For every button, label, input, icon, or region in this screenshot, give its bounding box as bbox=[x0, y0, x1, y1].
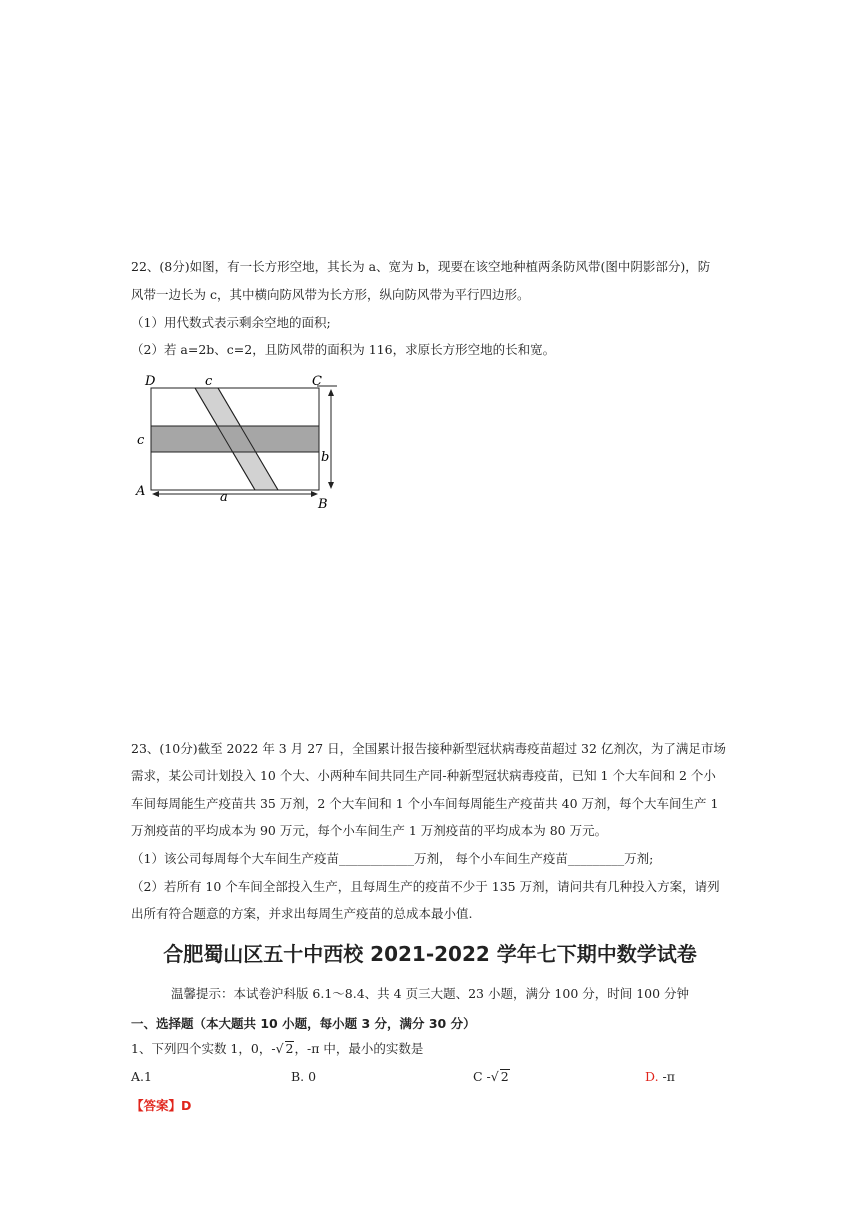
option-b: B. 0 bbox=[291, 1069, 317, 1084]
q1-text bbox=[131, 1041, 423, 1056]
q23-line-1: 23、(10分)截至 2022 年 3 月 27 日，全国累计报告接种新型冠状病毒疫苗超过 32 亿剂次，为了满足市场 bbox=[131, 741, 726, 756]
label-c-corner: C bbox=[312, 374, 322, 389]
option-c-radicand: 2 bbox=[500, 1069, 509, 1084]
option-a: A.1 bbox=[131, 1069, 152, 1084]
label-b-corner: B bbox=[318, 497, 328, 512]
sqrt-symbol: √ bbox=[490, 1069, 499, 1084]
option-d bbox=[645, 1069, 675, 1084]
option-d-value: -π bbox=[662, 1069, 675, 1084]
q22-line-1: 22、(8分)如图，有一长方形空地，其长为 a、宽为 b，现要在该空地种植两条防风带(图中阴影部分)，防 bbox=[131, 259, 711, 274]
label-a-corner: A bbox=[136, 484, 146, 499]
horizontal-band bbox=[151, 426, 319, 452]
q23-part-2b: 出所有符合题意的方案，并求出每周生产疫苗的总成本最小值. bbox=[131, 906, 473, 921]
q1-text-a: 1、下列四个实数 1，0，- bbox=[131, 1041, 276, 1056]
exam-title: 合肥蜀山区五十中西校 2021-2022 学年七下期中数学试卷 bbox=[163, 942, 697, 966]
label-d: D bbox=[145, 374, 156, 389]
answer-label: 【答案】D bbox=[131, 1098, 192, 1113]
option-c bbox=[473, 1069, 510, 1084]
label-a: a bbox=[220, 490, 228, 505]
q1-sqrt-radicand: 2 bbox=[285, 1041, 294, 1056]
label-b: b bbox=[321, 450, 330, 465]
q22-line-2: 风带一边长为 c，其中横向防风带为长方形，纵向防风带为平行四边形。 bbox=[131, 287, 530, 302]
q23-part-2a: （2）若所有 10 个车间全部投入生产，且每周生产的疫苗不少于 135 万剂，请问共有几种投入方案，请列 bbox=[131, 879, 720, 894]
option-c-prefix: C - bbox=[473, 1069, 491, 1084]
q22-part-1: （1）用代数式表示剩余空地的面积; bbox=[131, 315, 331, 330]
q22-part-2: （2）若 a=2b、c=2，且防风带的面积为 116，求原长方形空地的长和宽。 bbox=[131, 342, 556, 357]
q23-part-1: （1）该公司每周每个大车间生产疫苗____________万剂， 每个小车间生产疫苗_________万剂; bbox=[131, 851, 654, 866]
q23-line-3: 车间每周能生产疫苗共 35 万剂，2 个大车间和 1 个小车间每周能生产疫苗共 40 万剂，每个大车间生产 1 bbox=[131, 796, 719, 811]
rectangle-windbreak-figure bbox=[131, 364, 341, 514]
section-heading: 一、选择题（本大题共 10 小题，每小题 3 分，满分 30 分） bbox=[131, 1016, 476, 1031]
q1-text-b: ，-π 中，最小的实数是 bbox=[294, 1041, 424, 1056]
sqrt-symbol: √ bbox=[275, 1041, 284, 1056]
q23-line-2: 需求，某公司计划投入 10 个大、小两种车间共同生产同-种新型冠状病毒疫苗，已知 1 个大车间和 2 个小 bbox=[131, 768, 716, 783]
option-d-letter: D. bbox=[645, 1069, 659, 1084]
label-c-top: c bbox=[205, 374, 213, 389]
exam-tip: 温馨提示：本试卷沪科版 6.1～8.4、共 4 页三大题、23 小题，满分 100 分，时间 100 分钟 bbox=[170, 986, 690, 1001]
q23-line-4: 万剂疫苗的平均成本为 90 万元，每个小车间生产 1 万剂疫苗的平均成本为 80 万元。 bbox=[131, 823, 608, 838]
label-c-left: c bbox=[137, 433, 145, 448]
